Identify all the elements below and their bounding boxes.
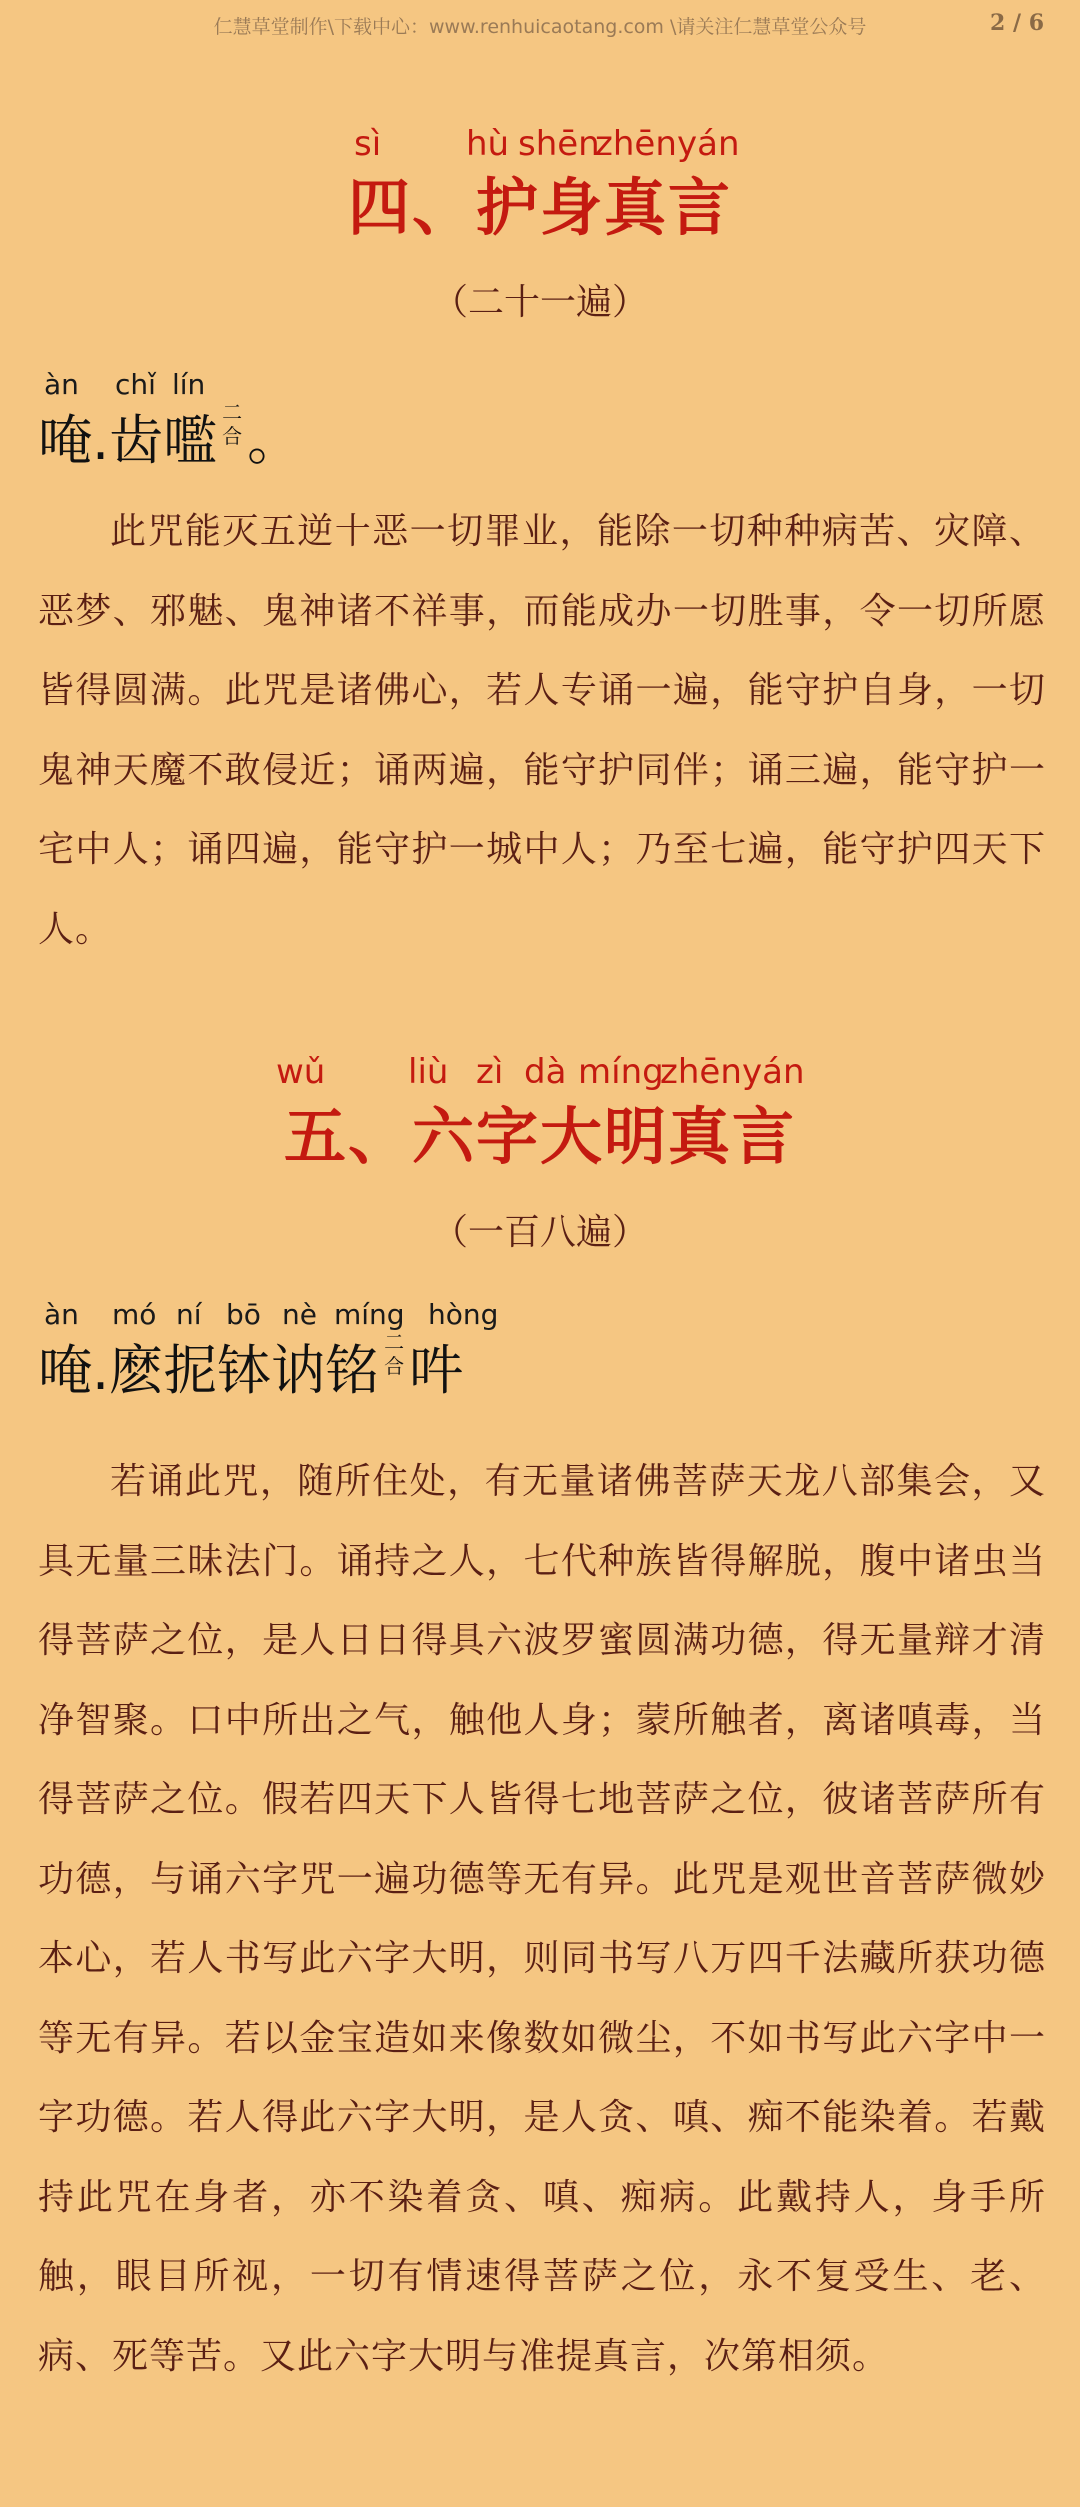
- mantra-text-5: [38, 1328, 464, 1402]
- mantra-main: 嚂: [163, 409, 218, 472]
- pinyin: dà: [524, 1052, 567, 1092]
- annotation-top: 二: [222, 400, 243, 424]
- paragraph-text: 若诵此咒，随所住处，有无量诸佛菩萨天龙八部集会，又具无量三昧法门。诵持之人，七代种族皆得解脱，腹中诸虫当得菩萨之位，是人日日得具六波罗蜜圆满功德，得无量辩才清净智聚。口中所出之气，触他人身；蒙所触者，离诸嗔毒，当得菩萨之位。假若四天下人皆得七地菩萨之位，彼诸菩萨所有功德，与诵六字咒一遍功德等无有异。此咒是观世音菩萨微妙本心，若人书写此六字大明，则同书写八万四千法藏所获功德等无有异。若以金宝造如来像数如微尘，不如书写此六字中一字功德。若人得此六字大明，是人贪、嗔、痴不能染着。若戴持此咒在身者，亦不染着贪、嗔、痴病。此戴持人，身手所触，眼目所视，一切有情速得菩萨之位，永不复受生、老、病、死等苦。又此六字大明与准提真言，次第相须。: [38, 1461, 1046, 2377]
- mantra-tail: 吽: [409, 1339, 464, 1402]
- mantra-main: 唵.麽抳钵讷铭: [38, 1339, 380, 1402]
- pinyin: lín: [172, 368, 206, 401]
- header-text: 仁慧草堂制作\下载中心：www.renhuicaotang.com \请关注仁慧草堂公众号: [213, 16, 867, 38]
- pinyin: yán: [742, 1052, 805, 1092]
- mantra-annotation: [219, 398, 245, 446]
- pinyin: liù: [408, 1052, 449, 1092]
- pinyin: àn: [44, 1298, 79, 1331]
- page-number: 2 / 6: [990, 10, 1044, 36]
- mantra-tail: 。: [247, 409, 302, 472]
- pinyin: chǐ: [115, 368, 156, 401]
- page-header: [0, 0, 1080, 48]
- pinyin: sì: [354, 124, 382, 164]
- paragraph-5: [38, 1442, 1046, 2396]
- pinyin: hòng: [428, 1298, 499, 1331]
- section-title-5: 五、六字大明真言: [283, 1100, 796, 1173]
- recitation-count-4: （二十一遍）: [431, 282, 648, 323]
- paragraph-4: [38, 492, 1046, 969]
- recitation-count-5: （一百八遍）: [431, 1212, 648, 1253]
- pinyin: mó: [112, 1298, 157, 1331]
- pinyin: míng: [578, 1052, 664, 1092]
- section-title-4: 四、护身真言: [347, 171, 732, 244]
- pinyin: hù: [466, 124, 510, 164]
- annotation-top: 二: [384, 1330, 405, 1354]
- pinyin: wǔ: [276, 1052, 326, 1092]
- pinyin: nè: [282, 1298, 317, 1331]
- pinyin: míng: [334, 1298, 405, 1331]
- pinyin: zì: [476, 1052, 504, 1092]
- pinyin: zhēn: [595, 124, 677, 164]
- mantra-text-4: [38, 398, 302, 472]
- annotation-bottom: 合: [384, 1354, 405, 1378]
- mantra-main: 唵.齿: [38, 409, 164, 472]
- annotation-bottom: 合: [222, 424, 243, 448]
- pinyin: yán: [677, 124, 740, 164]
- pinyin: shēn: [518, 124, 600, 164]
- paragraph-text: 此咒能灭五逆十恶一切罪业，能除一切种种病苦、灾障、恶梦、邪魅、鬼神诸不祥事，而能成办一切胜事，令一切所愿皆得圆满。此咒是诸佛心，若人专诵一遍，能守护自身，一切鬼神天魔不敢侵近；诵两遍，能守护同伴；诵三遍，能守护一宅中人；诵四遍，能守护一城中人；乃至七遍，能守护四天下人。: [38, 511, 1046, 950]
- pinyin: bō: [226, 1298, 261, 1331]
- pinyin: àn: [44, 368, 79, 401]
- pinyin: zhēn: [660, 1052, 742, 1092]
- title-pinyin-5: [0, 1052, 1080, 1092]
- mantra-annotation: [381, 1328, 407, 1376]
- pinyin: ní: [176, 1298, 202, 1331]
